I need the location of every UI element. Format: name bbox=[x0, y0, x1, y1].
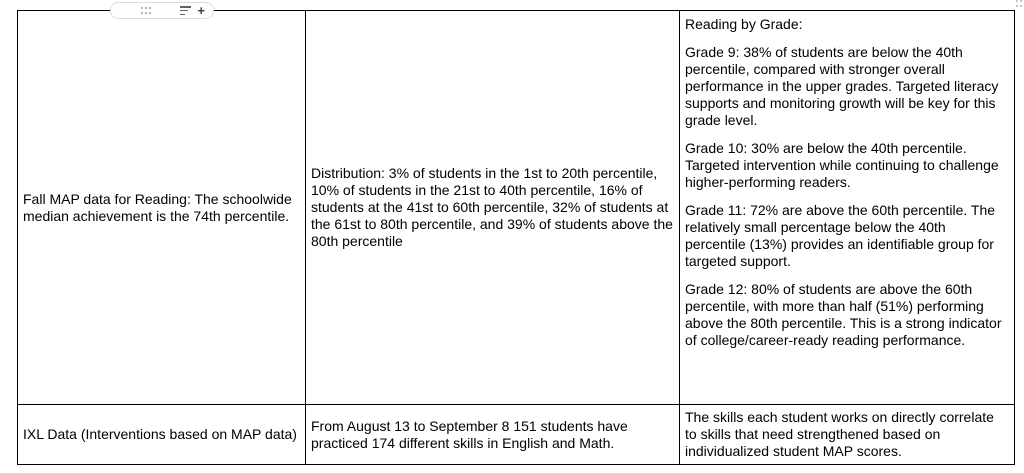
table-cell[interactable] bbox=[680, 11, 1015, 405]
table-toolbar bbox=[110, 2, 214, 19]
grade-10-paragraph: Grade 10: 30% are below the 40th percentile. Targeted intervention while continuing to challenge higher-performing readers. bbox=[685, 140, 999, 190]
cell-text: IXL Data (Interventions based on MAP data) bbox=[23, 426, 297, 442]
cell-text: Distribution: 3% of students in the 1st to 20th percentile, 10% of students in the 21st to 40th percentile, 16% of students at the 41st to 60th percentile, 32% of students at the 61st to 80th percentile, and 39% of students above the 80th percentile bbox=[311, 165, 673, 249]
table-cell[interactable] bbox=[18, 405, 306, 465]
cell-text: Fall MAP data for Reading: The schoolwide median achievement is the 74th percentile. bbox=[23, 190, 292, 224]
grade-9-paragraph: Grade 9: 38% of students are below the 40th percentile, compared with stronger overall performance in the upper grades. Targeted literacy supports and monitoring growth will be key for this grade level. bbox=[685, 44, 999, 128]
table-row bbox=[18, 405, 1015, 465]
table-row bbox=[18, 11, 1015, 405]
table-cell[interactable] bbox=[306, 11, 680, 405]
plus-icon[interactable]: + bbox=[197, 3, 205, 18]
sort-icon[interactable] bbox=[180, 6, 191, 15]
table-cell[interactable] bbox=[18, 11, 306, 405]
cell-text: The skills each student works on directly correlate to skills that need strengthened based on individualized student MAP scores. bbox=[685, 409, 994, 459]
grade-12-paragraph: Grade 12: 80% of students are above the 60th percentile, with more than half (51%) performing above the 80th percentile. This is a strong indicator of college/career-ready reading performance. bbox=[685, 281, 1002, 348]
reading-by-grade-heading: Reading by Grade: bbox=[685, 16, 803, 32]
table-cell[interactable] bbox=[680, 405, 1015, 465]
data-table bbox=[17, 10, 1015, 465]
drag-handle-icon[interactable] bbox=[141, 7, 153, 15]
cell-text: From August 13 to September 8 151 students have practiced 174 different skills in English and Math. bbox=[311, 417, 628, 451]
table-cell[interactable] bbox=[306, 405, 680, 465]
resize-handle-icon[interactable] bbox=[1016, 0, 1022, 8]
grade-11-paragraph: Grade 11: 72% are above the 60th percentile. The relatively small percentage below the 40th percentile (13%) provides an identifiable group for targeted support. bbox=[685, 202, 996, 269]
